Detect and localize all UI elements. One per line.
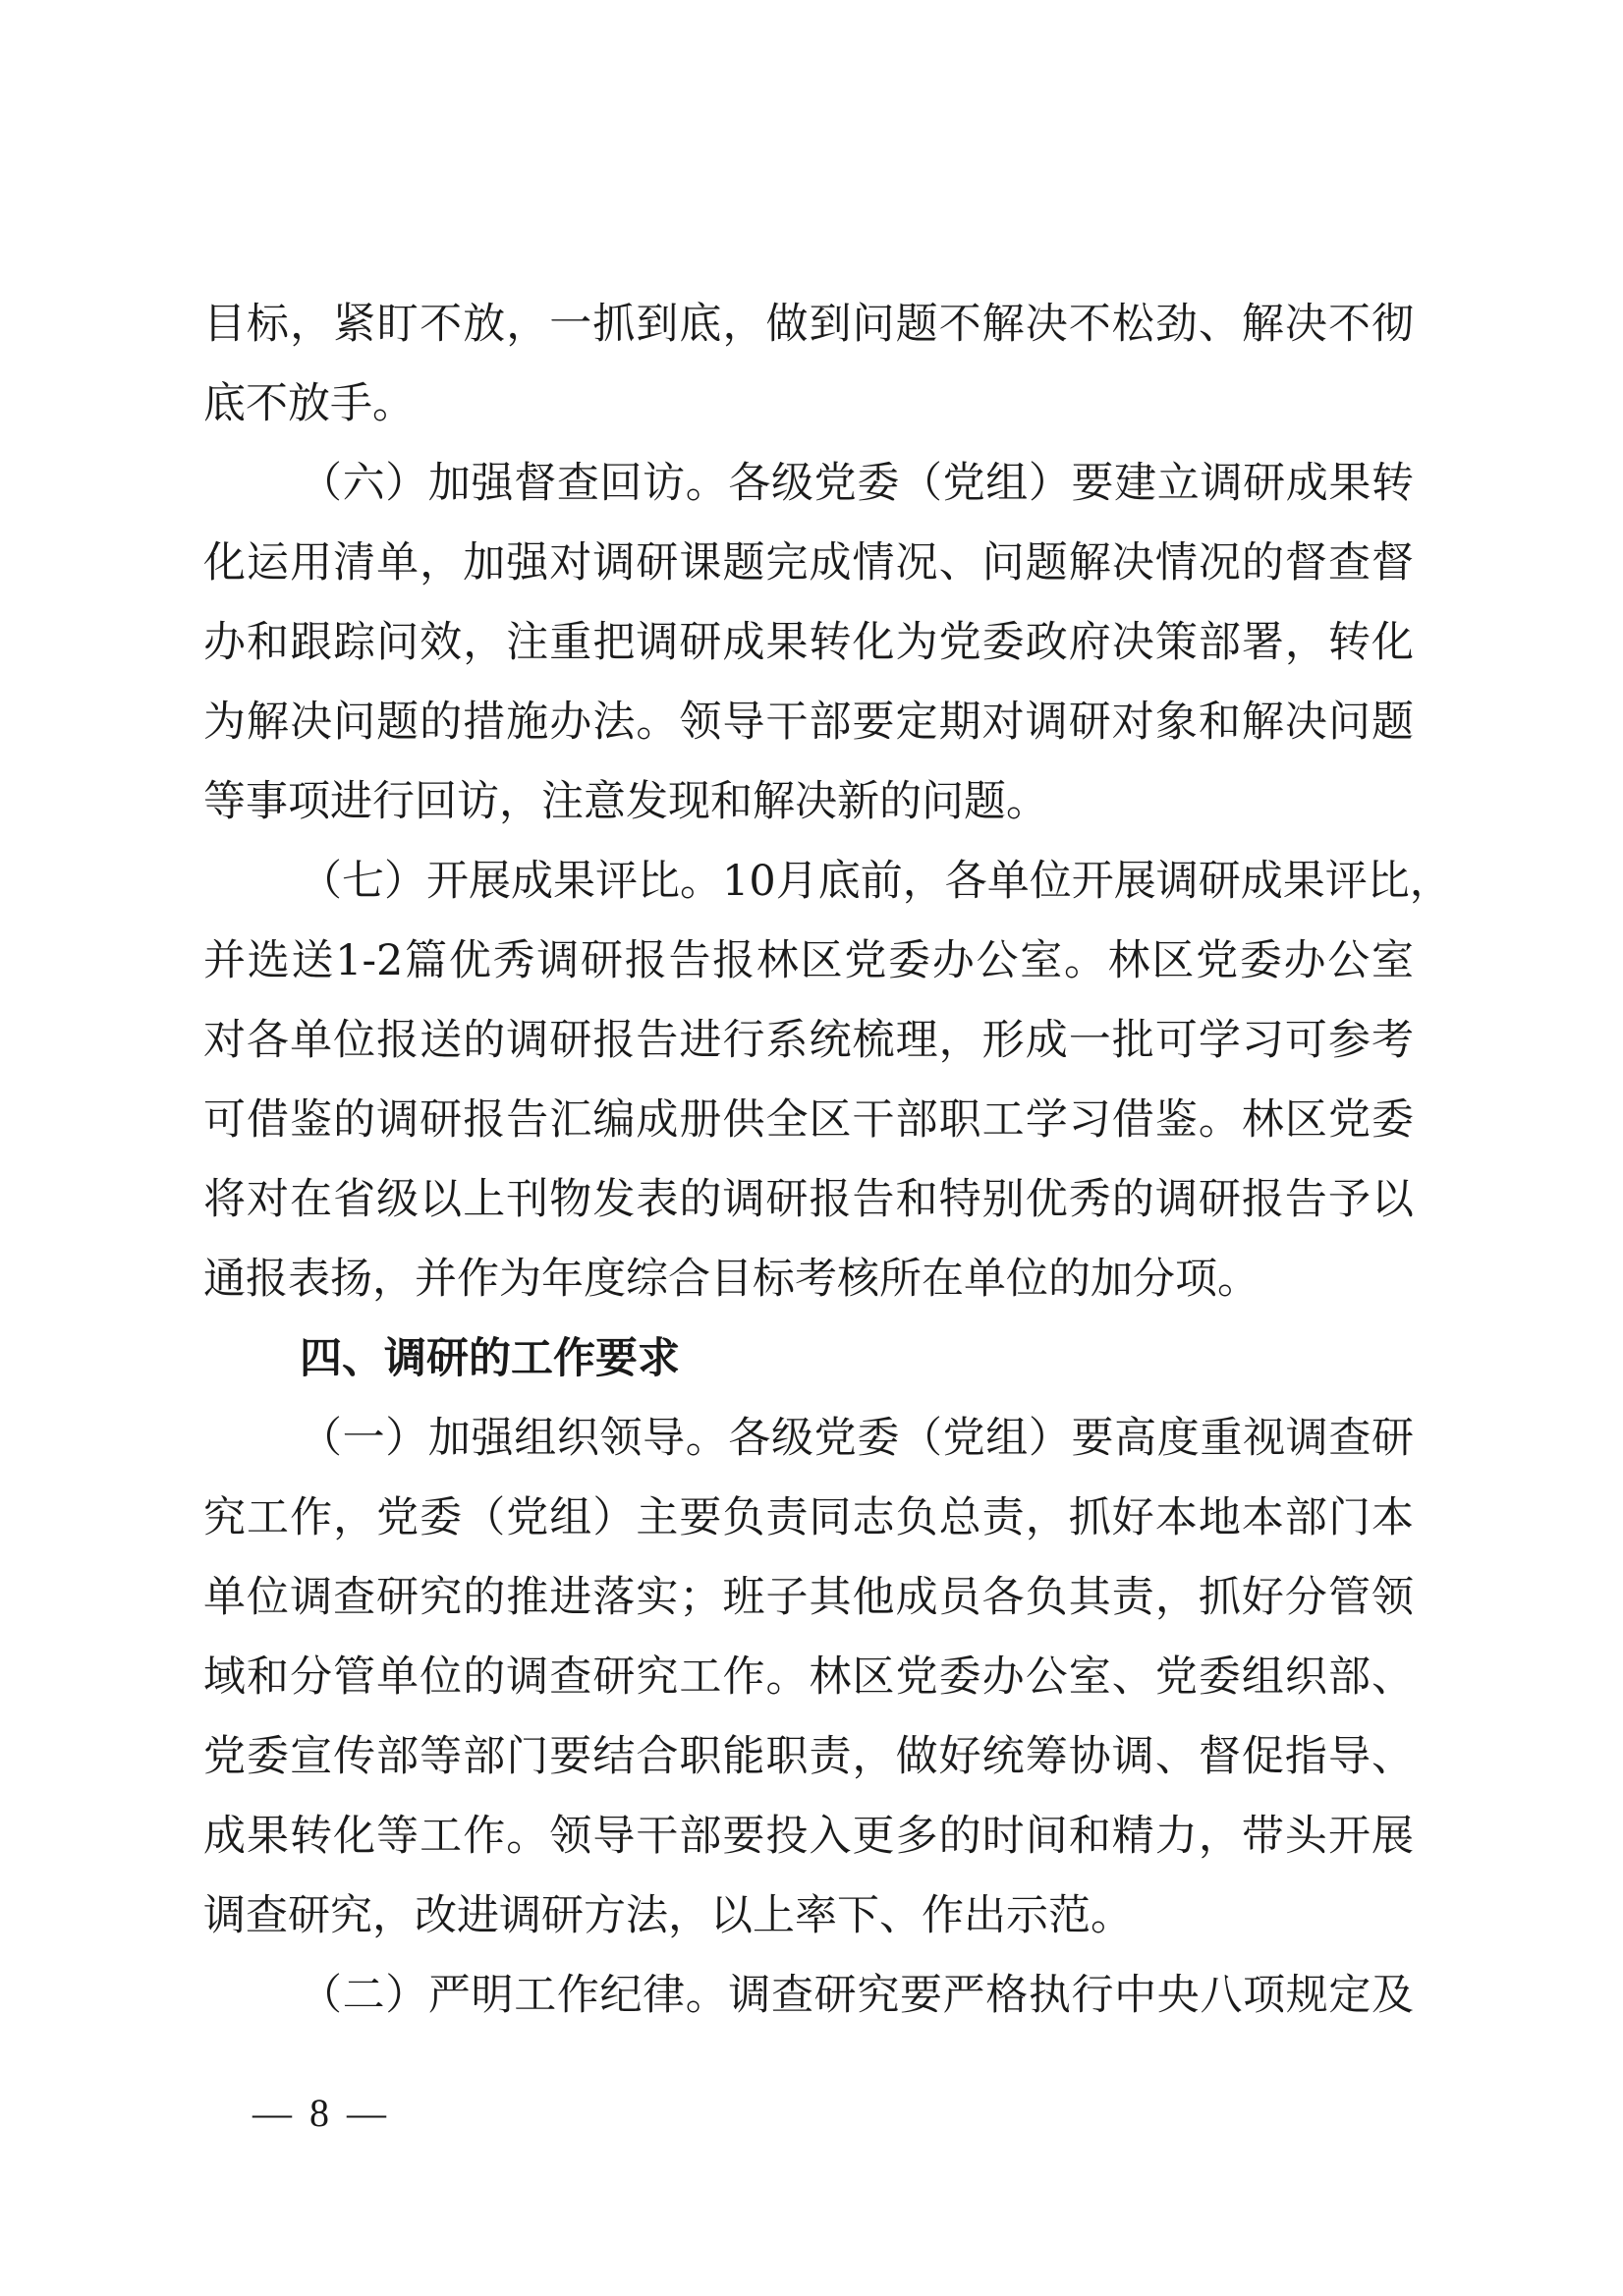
body-line: 底不放手。 [203, 379, 415, 428]
body-line: 单位调查研究的推进落实；班子其他成员各负其责，抓好分管领 [203, 1573, 1414, 1622]
body-line: 通报表扬，并作为年度综合目标考核所在单位的加分项。 [203, 1255, 1259, 1304]
body-line: 办和跟踪问效，注重把调研成果转化为党委政府决策部署，转化 [203, 618, 1414, 667]
body-line: （一）加强组织领导。各级党委（党组）要高度重视调查研 [300, 1414, 1414, 1463]
body-line: 化运用清单，加强对调研课题完成情况、问题解决情况的督查督 [203, 538, 1414, 588]
body-line: 等事项进行回访，注意发现和解决新的问题。 [203, 777, 1048, 826]
section-heading: 四、调研的工作要求 [300, 1334, 680, 1383]
body-line: （七）开展成果评比。10月底前，各单位开展调研成果评比， [300, 857, 1452, 906]
document-body [203, 285, 1452, 2036]
body-line: 究工作，党委（党组）主要负责同志负总责，抓好本地本部门本 [203, 1493, 1414, 1542]
body-line: 为解决问题的措施办法。领导干部要定期对调研对象和解决问题 [203, 698, 1414, 747]
body-line: 调查研究，改进调研方法，以上率下、作出示范。 [203, 1891, 1133, 1940]
body-line: 党委宣传部等部门要结合职能职责，做好统筹协调、督促指导、 [203, 1732, 1414, 1781]
body-line: 将对在省级以上刊物发表的调研报告和特别优秀的调研报告予以 [203, 1175, 1414, 1224]
body-line: 目标，紧盯不放，一抓到底，做到问题不解决不松劲、解决不彻 [203, 300, 1414, 349]
body-line: （六）加强督查回访。各级党委（党组）要建立调研成果转 [300, 459, 1414, 508]
body-line: 域和分管单位的调查研究工作。林区党委办公室、党委组织部、 [203, 1652, 1414, 1702]
body-line: （二）严明工作纪律。调查研究要严格执行中央八项规定及 [300, 1971, 1414, 2020]
body-line: 成果转化等工作。领导干部要投入更多的时间和精力，带头开展 [203, 1812, 1414, 1861]
body-line: 并选送1-2篇优秀调研报告报林区党委办公室。林区党委办公室 [203, 936, 1414, 985]
body-line: 对各单位报送的调研报告进行系统梳理，形成一批可学习可参考 [203, 1016, 1414, 1065]
page-number: — 8 — [252, 2091, 390, 2135]
body-line: 可借鉴的调研报告汇编成册供全区干部职工学习借鉴。林区党委 [203, 1095, 1414, 1145]
